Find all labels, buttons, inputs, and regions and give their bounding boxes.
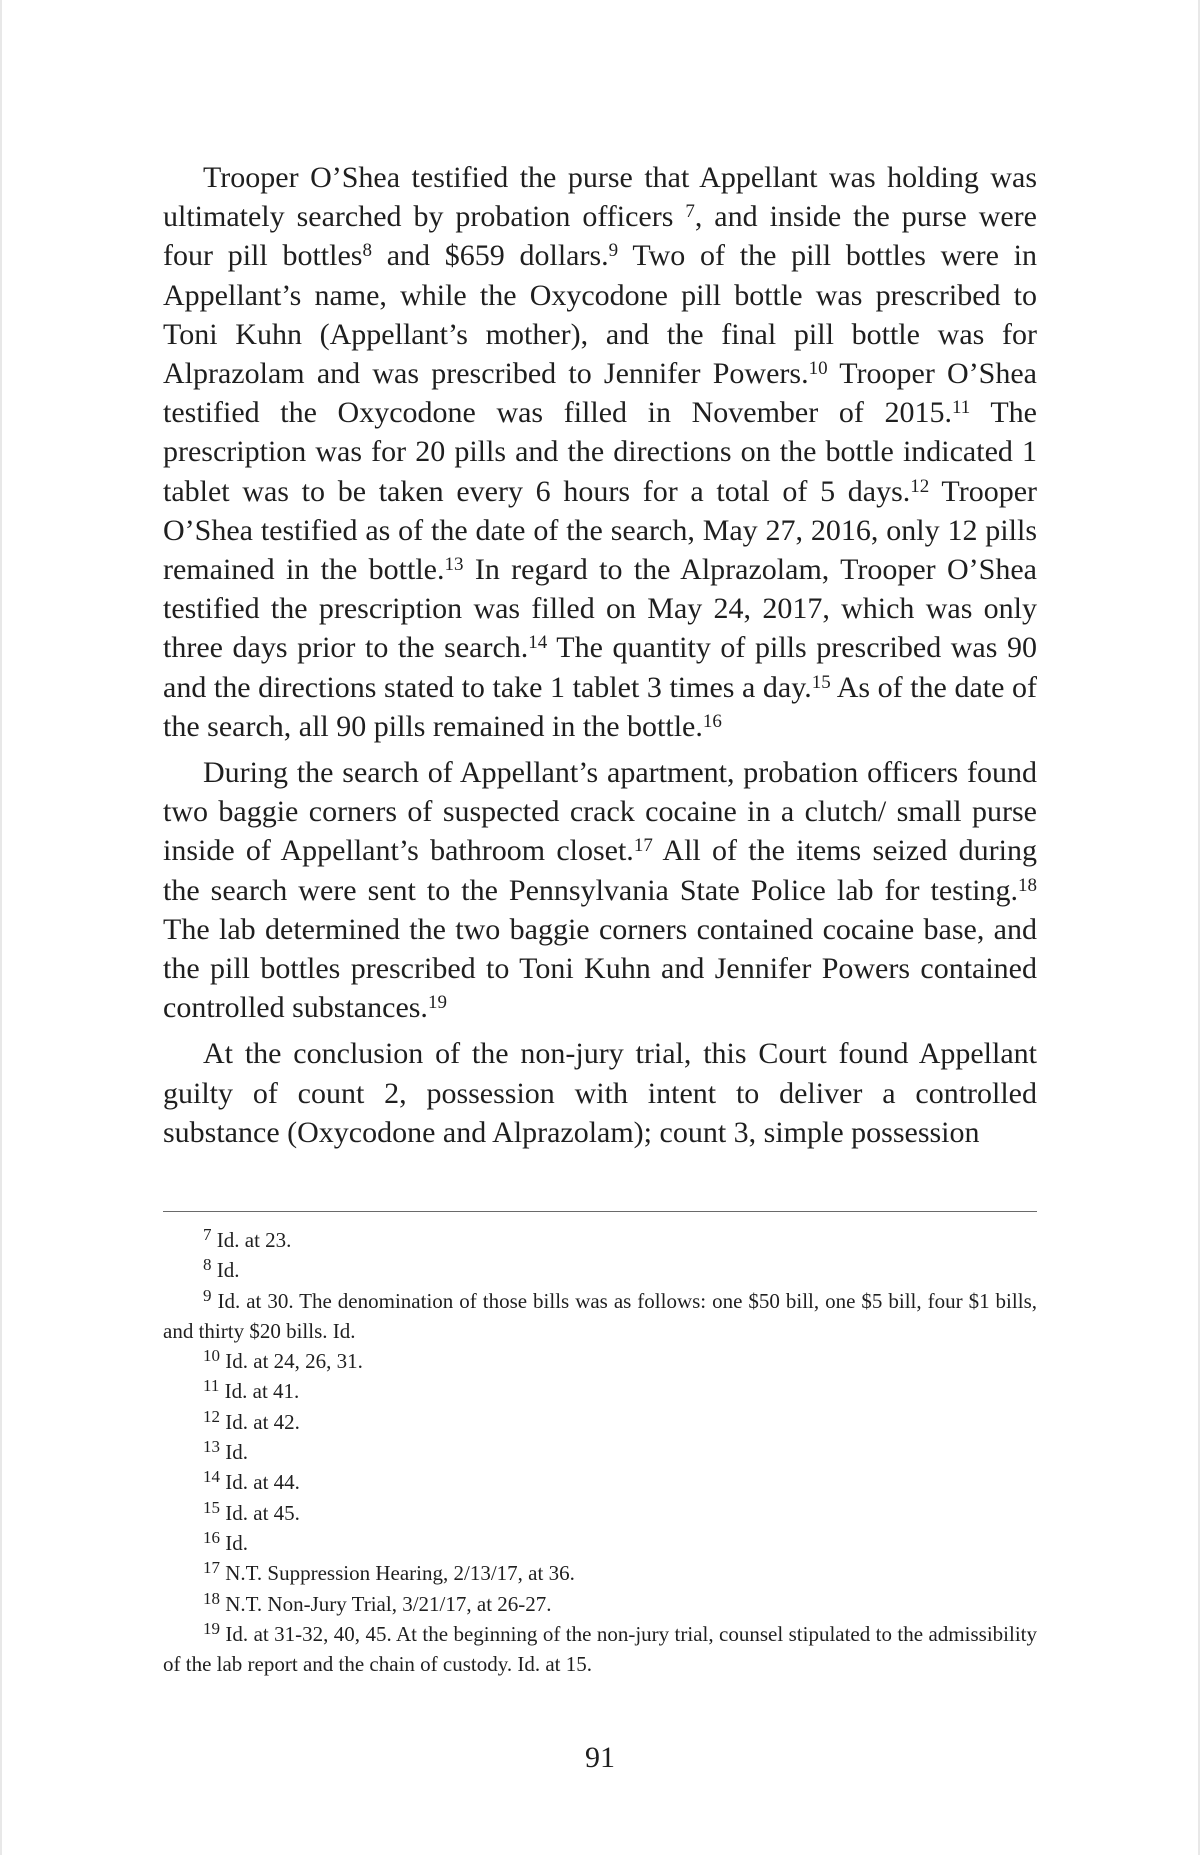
body-text xyxy=(163,158,1037,1159)
paragraph-text: During the search of Appellant’s apartment, probation officers found two baggie corners of suspected crack cocaine in a clutch/ small purse inside of Appellant’s bathroom closet. xyxy=(163,756,1037,868)
footnote xyxy=(163,1346,1037,1376)
paragraph-text: Trooper O’Shea testified the purse that Appellant was holding was ultimately searched by probation officers xyxy=(163,161,1037,234)
footnote-number: 11 xyxy=(203,1376,220,1396)
footnote-number: 9 xyxy=(203,1285,212,1305)
paragraph-text: At the conclusion of the non-jury trial, this Court found Appellant guilty of count 2, possession with intent to deliver a controlled substance (Oxycodone and Alprazolam); count 3, simple possession xyxy=(163,1037,1037,1149)
footnote xyxy=(163,1225,1037,1255)
footnote-text: N.T. Suppression Hearing, 2/13/17, at 36. xyxy=(220,1561,575,1586)
footnote-text: Id. at 42. xyxy=(220,1409,300,1434)
footnote-reference[interactable]: 11 xyxy=(951,397,971,419)
paragraph-text: Trooper O’Shea testified the Oxycodone was filled in November of 2015. xyxy=(163,357,1037,430)
footnote-text: Id. at 44. xyxy=(220,1470,300,1495)
body-paragraph xyxy=(163,753,1037,1027)
body-paragraph xyxy=(163,158,1037,746)
footnote xyxy=(163,1255,1037,1285)
body-paragraph xyxy=(163,1034,1037,1152)
footnote-number: 16 xyxy=(203,1527,220,1547)
footnote xyxy=(163,1619,1037,1680)
footnote-number: 17 xyxy=(203,1558,220,1578)
footnote xyxy=(163,1376,1037,1406)
footnote-text: N.T. Non-Jury Trial, 3/21/17, at 26-27. xyxy=(220,1591,552,1616)
footnote xyxy=(163,1589,1037,1619)
footnote-number: 15 xyxy=(203,1497,220,1517)
footnote-reference[interactable]: 19 xyxy=(427,992,447,1014)
footnote-text: Id. at 30. The denomination of those bills was as follows: one $50 bill, one $5 bill, four $1 bills, and thirty $20 bills. Id. xyxy=(163,1288,1037,1343)
footnote-reference[interactable]: 10 xyxy=(808,358,828,380)
footnote xyxy=(163,1528,1037,1558)
paragraph-text: All of the items seized during the search were sent to the Pennsylvania State Police lab for testing. xyxy=(163,834,1037,907)
footnote-reference[interactable]: 16 xyxy=(702,710,722,732)
footnote-reference[interactable]: 17 xyxy=(633,835,653,857)
footnote-number: 12 xyxy=(203,1406,220,1426)
paragraph-text: The prescription was for 20 pills and the directions on the bottle indicated 1 tablet was to be taken every 6 hours for a total of 5 days. xyxy=(163,396,1037,508)
footnote-text: Id. at 45. xyxy=(220,1500,300,1525)
footnote-reference[interactable]: 9 xyxy=(608,240,619,262)
paragraph-text: , and inside the purse were four pill bottles xyxy=(163,200,1037,273)
footnote-reference[interactable]: 15 xyxy=(811,671,831,693)
footnote-number: 19 xyxy=(203,1618,220,1638)
footnote-number: 7 xyxy=(203,1225,212,1244)
paragraph-text: The quantity of pills prescribed was 90 and the directions stated to take 1 tablet 3 times a day. xyxy=(163,631,1038,704)
footnote-reference[interactable]: 18 xyxy=(1018,874,1037,896)
footnote xyxy=(163,1437,1037,1467)
page-number: 91 xyxy=(585,1741,615,1774)
footnotes xyxy=(163,1225,1037,1679)
footnote xyxy=(163,1407,1037,1437)
footnote xyxy=(163,1498,1037,1528)
footnote-separator xyxy=(163,1211,1037,1212)
footnote-text: Id. xyxy=(220,1530,248,1555)
footnote-text: Id. at 31-32, 40, 45. At the beginning of the non-jury trial, counsel stipulated to the admissibility of the lab report and the chain of custody. Id. at 15. xyxy=(163,1621,1037,1677)
paragraph-text: and $659 dollars. xyxy=(371,239,609,273)
footnote-reference[interactable]: 7 xyxy=(685,201,695,223)
footnote-text: Id. at 24, 26, 31. xyxy=(220,1349,363,1374)
paragraph-text: The lab determined the two baggie corners contained cocaine base, and the pill bottles prescribed to Toni Kuhn and Jennifer Powers contained controlled substances. xyxy=(163,912,1037,1025)
footnote xyxy=(163,1467,1037,1497)
footnote-reference[interactable]: 14 xyxy=(528,632,548,654)
footnote-number: 14 xyxy=(203,1467,220,1487)
footnote xyxy=(163,1558,1037,1588)
footnote-reference[interactable]: 8 xyxy=(362,240,372,262)
paragraph-text: Trooper O’Shea testified as of the date of the search, May 27, 2016, only 12 pills remained in the bottle. xyxy=(163,474,1037,587)
footnote xyxy=(163,1286,1037,1347)
footnote-reference[interactable]: 13 xyxy=(444,554,464,576)
footnote-reference[interactable]: 12 xyxy=(910,475,930,497)
page-left-edge xyxy=(0,0,2,1855)
paragraph-text: In regard to the Alprazolam, Trooper O’Shea testified the prescription was filled on May 24, 2017, which was only three days prior to the search. xyxy=(163,553,1037,665)
footnote-number: 8 xyxy=(203,1255,212,1275)
footnote-text: Id. xyxy=(220,1440,248,1465)
footnote-number: 10 xyxy=(203,1346,220,1366)
footnote-number: 18 xyxy=(203,1588,220,1608)
paragraph-text: As of the date of the search, all 90 pills remained in the bottle. xyxy=(163,670,1038,743)
footnote-text: Id. at 23. xyxy=(211,1228,292,1252)
footnote-text: Id. at 41. xyxy=(219,1379,300,1404)
footnote-text: Id. xyxy=(211,1258,240,1283)
footnote-number: 13 xyxy=(203,1437,220,1457)
paragraph-text: Two of the pill bottles were in Appellant’s name, while the Oxycodone pill bottle was prescribed to Toni Kuhn (Appellant’s mother), and the final pill bottle was for Alprazolam and was prescribed to Jennifer Powers. xyxy=(163,239,1037,391)
